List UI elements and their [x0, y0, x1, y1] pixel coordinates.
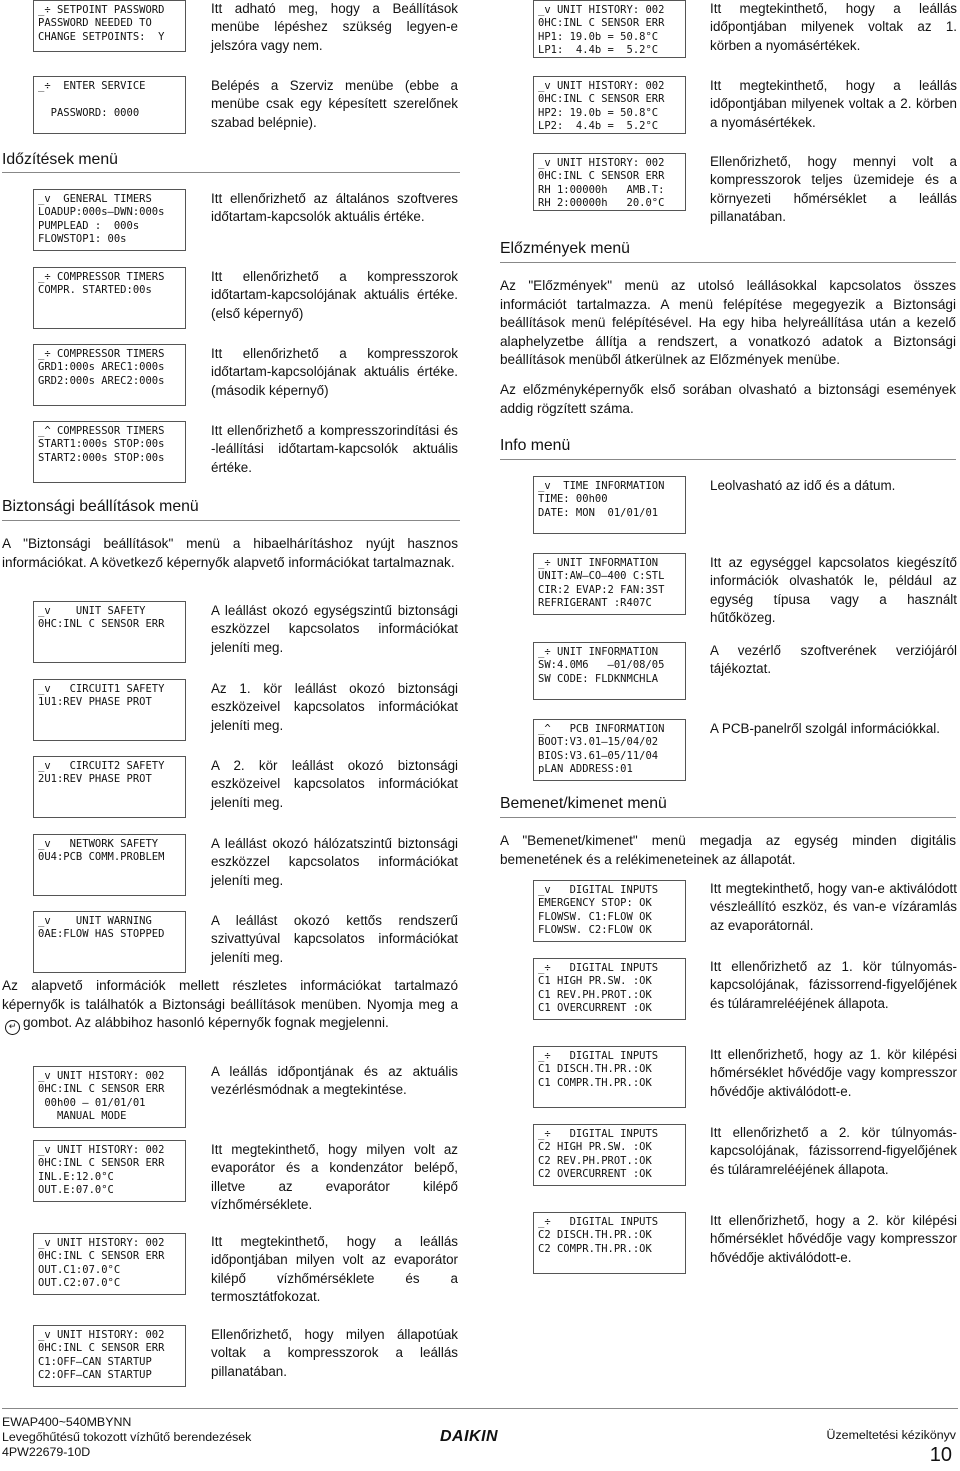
lcd-unit-information-2: _÷ UNIT INFORMATION SW:4.0M6 –01/08/05 SW CODE: FLDKNMCHLA: [533, 642, 686, 700]
lcd-digital-inputs-5: _÷ DIGITAL INPUTS C2 DISCH.TH.PR.:OK C2 COMPR.TH.PR.:OK: [533, 1212, 686, 1274]
history-para-2: Az előzményképernyők első sorában olvasható a biztonsági események addig rögzített száma.: [500, 382, 956, 416]
history-outlet-desc: Itt megtekinthető, hogy a leállás időpontjában milyen volt az evaporátor kilépő vízhőmérséklete és a termosztátfokozat.: [211, 1234, 458, 1304]
io-rule: [500, 817, 956, 818]
unit-information-2-desc: A vezérlő szoftverének verziójáról tájékoztat.: [710, 643, 957, 677]
lcd-compressor-timers-2: _÷ COMPRESSOR TIMERS GRD1:000s AREC1:000s GRD2:000s AREC2:000s: [33, 344, 186, 406]
general-timers-desc: Itt ellenőrizhető az általános szoftveres időtartam-kapcsolók aktuális értéke.: [211, 191, 458, 225]
safety-rule: [2, 520, 460, 521]
footer-rule: [2, 1408, 958, 1409]
history-para-1: Az "Előzmények" menü az utolsó leállásokkal kapcsolatos összes információt tartalmazza. A menü felépítése megegyezik a Biztonsági beállítások menü felépítésével. Ha egy hiba helyreállítása után a kezelő alaphelyzetbe állítja a rendszert, a vonatkozó adatok a Biztonsági beállítások menüből átkerülnek az Előzmények menübe.: [500, 278, 956, 368]
unit-information-1-desc: Itt az egységgel kapcsolatos kiegészítő információk olvashatók le, például az egység típusa vagy a használt hűtőközeg.: [710, 555, 957, 625]
lcd-history-circuit2: _v UNIT HISTORY: 002 0HC:INL C SENSOR ERR HP2: 19.0b = 50.8°C LP2: 4.4b = 5.2°C: [533, 76, 686, 134]
footer-product: Levegőhűtésű tokozott vízhűtő berendezések: [2, 1430, 252, 1444]
info-heading: Info menü: [500, 437, 571, 454]
history-circuit2-desc: Itt megtekinthető, hogy a leállás időpontjában milyenek voltak a 2. körben a nyomásértékek.: [710, 78, 957, 130]
lcd-pcb-information: _^ PCB INFORMATION BOOT:V3.01–15/04/02 BIOS:V3.61–05/11/04 pLAN ADDRESS:01: [533, 719, 686, 781]
digital-inputs-1-desc: Itt megtekinthető, hogy van-e aktiválódott vészleállító eszköz, és van-e vízáramlás az evaporátornál.: [710, 881, 957, 933]
lcd-history-compressors: _v UNIT HISTORY: 002 0HC:INL C SENSOR ERR C1:OFF–CAN STARTUP C2:OFF–CAN STARTUP: [33, 1325, 186, 1387]
compressor-timers-2-desc: Itt ellenőrizhető a kompresszorok időtartam-kapcsolójának aktuális értéke. (második képernyő): [211, 346, 458, 398]
lcd-general-timers: _v GENERAL TIMERS LOADUP:000s–DWN:000s PUMPLEAD : 000s FLOWSTOP1: 00s: [33, 189, 186, 251]
unit-safety-desc: A leállást okozó egységszintű biztonsági eszközzel kapcsolatos információkat jeleníti meg.: [211, 603, 458, 655]
history-compressors-desc: Ellenőrizhető, hogy milyen állapotúak voltak a kompresszorok a leállás pillanatában.: [211, 1327, 458, 1379]
lcd-digital-inputs-2: _÷ DIGITAL INPUTS C1 HIGH PR.SW. :OK C1 REV.PH.PROT.:OK C1 OVERCURRENT :OK: [533, 958, 686, 1020]
enter-key-icon: ↵: [5, 1020, 20, 1035]
history-mode-desc: A leállás időpontjának és az aktuális vezérlésmódnak a megtekintése.: [211, 1064, 458, 1098]
lcd-digital-inputs-4: _÷ DIGITAL INPUTS C2 HIGH PR.SW. :OK C2 REV.PH.PROT.:OK C2 OVERCURRENT :OK: [533, 1124, 686, 1186]
lcd-digital-inputs-1: _v DIGITAL INPUTS EMERGENCY STOP: OK FLOWSW. C1:FLOW OK FLOWSW. C2:FLOW OK: [533, 880, 686, 942]
circuit2-safety-desc: A 2. kör leállást okozó biztonsági eszközeivel kapcsolatos információkat jeleníti meg.: [211, 758, 458, 810]
digital-inputs-5-desc: Itt ellenőrizhető, hogy a 2. kör kilépési hőmérséklet hővédője vagy kompresszor hővédője aktiválódott-e.: [710, 1213, 957, 1265]
info-rule: [500, 459, 956, 460]
lcd-circuit2-safety: _v CIRCUIT2 SAFETY 2U1:REV PHASE PROT: [33, 756, 186, 818]
lcd-history-temps: _v UNIT HISTORY: 002 0HC:INL C SENSOR ERR INL.E:12.0°C OUT.E:07.0°C: [33, 1140, 186, 1202]
setpoint-password-desc: Itt adható meg, hogy a Beállítások menübe lépéshez szükség legyen-e jelszóra vagy nem.: [211, 1, 458, 53]
safety-heading: Biztonsági beállítások menü: [2, 498, 199, 515]
safety-intro: A "Biztonsági beállítások" menü a hibaelhárításhoz nyújt hasznos információkat. A következő képernyők alapvető információkat tartalmaznak.: [2, 536, 458, 570]
footer-code: 4PW22679-10D: [2, 1445, 91, 1459]
network-safety-desc: A leállást okozó hálózatszintű biztonsági eszközzel kapcsolatos információkat jeleníti meg.: [211, 836, 458, 888]
lcd-compressor-timers-3: _^ COMPRESSOR TIMERS START1:000s STOP:00s START2:000s STOP:00s: [33, 421, 186, 483]
digital-inputs-3-desc: Itt ellenőrizhető, hogy az 1. kör kilépési hőmérséklet hővédője vagy kompresszor hővédője aktiválódott-e.: [710, 1047, 957, 1099]
history-rule: [500, 262, 956, 263]
lcd-network-safety: _v NETWORK SAFETY 0U4:PCB COMM.PROBLEM: [33, 834, 186, 896]
digital-inputs-2-desc: Itt ellenőrizhető az 1. kör túlnyomás-kapcsolójának, fázissorrend-figyelőjének és túláramrelééjének állapota.: [710, 959, 957, 1011]
lcd-enter-service: _÷ ENTER SERVICE PASSWORD: 0000: [33, 76, 186, 134]
lcd-unit-information-1: _÷ UNIT INFORMATION UNIT:AW–CO–400 C:STL CIR:2 EVAP:2 FAN:3ST REFRIGERANT :R407C: [533, 553, 686, 615]
digital-inputs-4-desc: Itt ellenőrizhető a 2. kör túlnyomás-kapcsolójának, fázissorrend-figyelőjének és túláramrelééjének állapota.: [710, 1125, 957, 1177]
compressor-timers-3-desc: Itt ellenőrizhető a kompresszorindítási és -leállítási időtartam-kapcsolók aktuális értéke.: [211, 423, 458, 475]
circuit1-safety-desc: Az 1. kör leállást okozó biztonsági eszközeivel kapcsolatos információkat jeleníti meg.: [211, 681, 458, 733]
lcd-unit-warning: _v UNIT WARNING 0AE:FLOW HAS STOPPED: [33, 911, 186, 973]
io-heading: Bemenet/kimenet menü: [500, 795, 667, 812]
lcd-history-outlet: _v UNIT HISTORY: 002 0HC:INL C SENSOR ERR OUT.C1:07.0°C OUT.C2:07.0°C: [33, 1233, 186, 1295]
daikin-logo-icon: DAIKIN: [440, 1428, 499, 1445]
time-information-desc: Leolvasható az idő és a dátum.: [710, 478, 896, 493]
lcd-history-mode: _v UNIT HISTORY: 002 0HC:INL C SENSOR ERR 00h00 – 01/01/01 MANUAL MODE: [33, 1066, 186, 1128]
pcb-information-desc: A PCB-panelről szolgál információkkal.: [710, 721, 940, 736]
history-circuit1-desc: Itt megtekinthető, hogy a leállás időpontjában milyenek voltak az 1. körben a nyomásértékek.: [710, 1, 957, 53]
page-number: 10: [929, 1444, 952, 1466]
history-temps-desc: Itt megtekinthető, hogy milyen volt az evaporátor és a kondenzátor belépő, illetve az evaporátor kilépő vízhőmérséklete.: [211, 1142, 458, 1212]
history-runtime-desc: Ellenőrizhető, hogy mennyi volt a kompresszorok teljes üzemideje és a környezeti hőmérséklet a leállás pillanatában.: [710, 154, 957, 224]
unit-warning-desc: A leállást okozó kettős rendszerű szivattyúval kapcsolatos információkat jeleníti meg.: [211, 913, 458, 965]
footer-manual: Üzemeltetési kézikönyv: [826, 1428, 956, 1442]
lcd-circuit1-safety: _v CIRCUIT1 SAFETY 1U1:REV PHASE PROT: [33, 679, 186, 741]
footer-model: EWAP400~540MBYNN: [2, 1415, 132, 1429]
timers-heading: Időzítések menü: [2, 151, 118, 168]
lcd-history-runtime: _v UNIT HISTORY: 002 0HC:INL C SENSOR ERR RH 1:00000h AMB.T: RH 2:00000h 20.0°C: [533, 153, 686, 211]
enter-service-desc: Belépés a Szerviz menübe (ebbe a menübe csak egy képesített szerelőnek szabad belépnie).: [211, 78, 458, 130]
lcd-digital-inputs-3: _÷ DIGITAL INPUTS C1 DISCH.TH.PR.:OK C1 COMPR.TH.PR.:OK: [533, 1046, 686, 1108]
compressor-timers-1-desc: Itt ellenőrizhető a kompresszorok időtartam-kapcsolójának aktuális értéke. (első képernyő): [211, 269, 458, 321]
timers-rule: [2, 172, 460, 173]
io-para: A "Bemenet/kimenet" menü megadja az egység minden digitális bemenetének és a relékimeneteinek az állapotát.: [500, 833, 956, 867]
lcd-setpoint-password: _÷ SETPOINT PASSWORD PASSWORD NEEDED TO CHANGE SETPOINTS: Y: [33, 0, 186, 52]
history-heading: Előzmények menü: [500, 240, 630, 257]
lcd-compressor-timers-1: _÷ COMPRESSOR TIMERS COMPR. STARTED:00s: [33, 267, 186, 329]
lcd-unit-safety: _v UNIT SAFETY 0HC:INL C SENSOR ERR: [33, 601, 186, 663]
lcd-history-circuit1: _v UNIT HISTORY: 002 0HC:INL C SENSOR ERR HP1: 19.0b = 50.8°C LP1: 4.4b = 5.2°C: [533, 0, 686, 58]
lcd-time-information: _v TIME INFORMATION TIME: 00h00 DATE: MON 01/01/01: [533, 476, 686, 534]
detail-paragraph: Az alapvető információk mellett részletes információkat tartalmazó képernyők is találhatók a Biztonsági beállítások menüben. Nyomja meg a↵ gombot. Az alábbihoz hasonló képernyők fognak megjelenni.: [2, 977, 458, 1035]
